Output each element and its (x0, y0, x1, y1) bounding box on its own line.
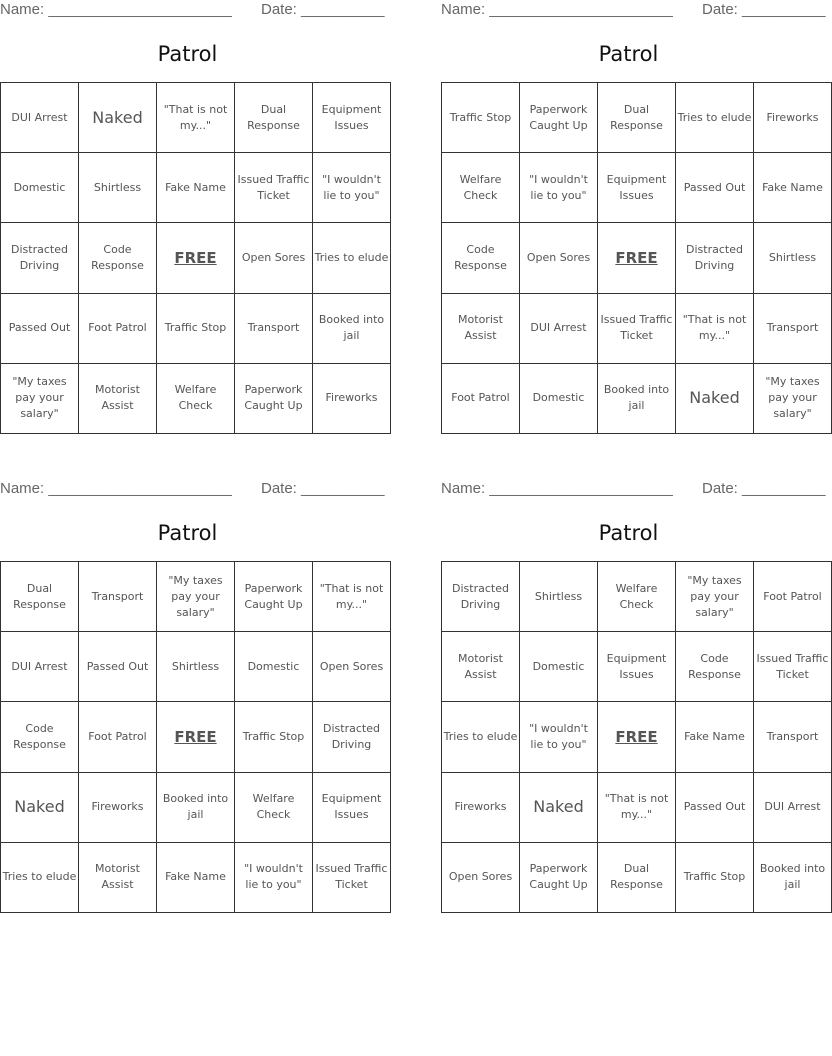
bingo-card-3 (0, 479, 388, 914)
bingo-cell: Foot Patrol (442, 363, 520, 433)
bingo-cell: Dual Response (1, 562, 79, 632)
grid-row (1, 223, 391, 293)
bingo-cell: Code Response (1, 702, 79, 772)
grid-row (442, 83, 832, 153)
free-space-cell: FREE (157, 223, 235, 293)
bingo-cell: Traffic Stop (157, 293, 235, 363)
name-field-label: Name: ______________________ (0, 1, 232, 18)
bingo-grid (441, 82, 832, 434)
bingo-card-4 (441, 479, 829, 914)
bingo-card-2 (441, 0, 826, 435)
bingo-cell: Fireworks (442, 772, 520, 842)
grid-row (1, 632, 391, 702)
card-header (0, 479, 385, 499)
bingo-cell: Transport (79, 562, 157, 632)
bingo-cell: Open Sores (235, 223, 313, 293)
bingo-cell: Passed Out (79, 632, 157, 702)
bingo-cell: Distracted Driving (1, 223, 79, 293)
name-field-label: Name: ______________________ (0, 480, 232, 497)
date-field-label: Date: __________ (702, 1, 826, 18)
grid-row (442, 772, 832, 842)
grid-row (442, 842, 832, 912)
bingo-cell: Transport (235, 293, 313, 363)
bingo-cell: Code Response (676, 632, 754, 702)
free-space-cell: FREE (598, 702, 676, 772)
bingo-cell: Foot Patrol (79, 293, 157, 363)
bingo-cell: Fireworks (313, 363, 391, 433)
bingo-cell: Equipment Issues (313, 83, 391, 153)
bingo-cell: DUI Arrest (520, 293, 598, 363)
bingo-cell: DUI Arrest (754, 772, 832, 842)
bingo-cell: Foot Patrol (754, 562, 832, 632)
bingo-cell: Issued Traffic Ticket (598, 293, 676, 363)
bingo-cell: Transport (754, 702, 832, 772)
bingo-cell: Tries to elude (442, 702, 520, 772)
bingo-cell: Tries to elude (313, 223, 391, 293)
bingo-card-1 (0, 0, 389, 435)
bingo-cell: Fake Name (157, 153, 235, 223)
bingo-cell: Shirtless (79, 153, 157, 223)
date-field-label: Date: __________ (261, 480, 385, 497)
bingo-cell: Open Sores (520, 223, 598, 293)
bingo-cell: Fake Name (157, 842, 235, 912)
bingo-cell: Open Sores (313, 632, 391, 702)
bingo-cell: Naked (520, 772, 598, 842)
grid-row (442, 632, 832, 702)
bingo-cell: Shirtless (157, 632, 235, 702)
grid-row (1, 562, 391, 632)
bingo-cell: Distracted Driving (676, 223, 754, 293)
bingo-cell: Booked into jail (157, 772, 235, 842)
bingo-cell: Distracted Driving (442, 562, 520, 632)
bingo-cell: Motorist Assist (442, 632, 520, 702)
card-title: Patrol (157, 521, 218, 545)
free-space-cell: FREE (598, 223, 676, 293)
bingo-cell: Equipment Issues (313, 772, 391, 842)
bingo-cell: Dual Response (235, 83, 313, 153)
bingo-cell: Fireworks (79, 772, 157, 842)
bingo-cell: Naked (676, 363, 754, 433)
bingo-cell: DUI Arrest (1, 83, 79, 153)
bingo-cell: Fireworks (754, 83, 832, 153)
bingo-cell: Transport (754, 293, 832, 363)
bingo-cell: Traffic Stop (235, 702, 313, 772)
bingo-cell: Domestic (520, 632, 598, 702)
bingo-cell: "My taxes pay your salary" (754, 363, 832, 433)
bingo-cell: "That is not my..." (598, 772, 676, 842)
date-field-label: Date: __________ (702, 480, 826, 497)
bingo-cell: Welfare Check (598, 562, 676, 632)
bingo-cell: "That is not my..." (157, 83, 235, 153)
date-field-label: Date: __________ (261, 1, 385, 18)
bingo-cell: Tries to elude (1, 842, 79, 912)
bingo-cell: Naked (79, 83, 157, 153)
bingo-cell: Equipment Issues (598, 632, 676, 702)
bingo-cell: Domestic (235, 632, 313, 702)
grid-row (1, 83, 391, 153)
bingo-cell: Passed Out (676, 772, 754, 842)
bingo-cell: Equipment Issues (598, 153, 676, 223)
bingo-grid (441, 561, 832, 913)
bingo-cell: Passed Out (676, 153, 754, 223)
bingo-cell: Domestic (1, 153, 79, 223)
card-header (441, 479, 826, 499)
bingo-cell: Paperwork Caught Up (235, 562, 313, 632)
bingo-cell: Dual Response (598, 83, 676, 153)
bingo-cell: Traffic Stop (676, 842, 754, 912)
grid-row (1, 772, 391, 842)
grid-row (1, 842, 391, 912)
bingo-cell: Welfare Check (157, 363, 235, 433)
bingo-cell: Paperwork Caught Up (520, 83, 598, 153)
bingo-cell: Passed Out (1, 293, 79, 363)
bingo-cell: Fake Name (676, 702, 754, 772)
bingo-cell: Open Sores (442, 842, 520, 912)
card-title: Patrol (598, 521, 659, 545)
bingo-cell: Traffic Stop (442, 83, 520, 153)
bingo-cell: Motorist Assist (442, 293, 520, 363)
bingo-cell: Dual Response (598, 842, 676, 912)
bingo-cell: Tries to elude (676, 83, 754, 153)
bingo-cell: Foot Patrol (79, 702, 157, 772)
free-space-cell: FREE (157, 702, 235, 772)
bingo-cell: Welfare Check (235, 772, 313, 842)
bingo-cell: "I wouldn't lie to you" (520, 702, 598, 772)
bingo-cell: "That is not my..." (313, 562, 391, 632)
bingo-cell: Booked into jail (313, 293, 391, 363)
bingo-cell: Naked (1, 772, 79, 842)
bingo-cell: Issued Traffic Ticket (235, 153, 313, 223)
name-field-label: Name: ______________________ (441, 1, 673, 18)
bingo-cell: Welfare Check (442, 153, 520, 223)
grid-row (442, 153, 832, 223)
card-title: Patrol (598, 42, 659, 66)
grid-row (1, 293, 391, 363)
grid-row (442, 293, 832, 363)
grid-row (1, 702, 391, 772)
bingo-grid (0, 561, 391, 913)
bingo-cell: DUI Arrest (1, 632, 79, 702)
card-title: Patrol (157, 42, 218, 66)
grid-row (442, 702, 832, 772)
bingo-cell: Booked into jail (598, 363, 676, 433)
card-header (0, 0, 385, 20)
bingo-cell: Code Response (442, 223, 520, 293)
bingo-cell: "I wouldn't lie to you" (520, 153, 598, 223)
bingo-grid (0, 82, 391, 434)
bingo-cell: "I wouldn't lie to you" (313, 153, 391, 223)
bingo-cell: Motorist Assist (79, 363, 157, 433)
bingo-cell: Motorist Assist (79, 842, 157, 912)
grid-row (1, 153, 391, 223)
bingo-cell: Shirtless (520, 562, 598, 632)
bingo-cell: "I wouldn't lie to you" (235, 842, 313, 912)
bingo-cell: Fake Name (754, 153, 832, 223)
bingo-cell: Paperwork Caught Up (520, 842, 598, 912)
bingo-cell: Issued Traffic Ticket (754, 632, 832, 702)
grid-row (1, 363, 391, 433)
card-header (441, 0, 826, 20)
bingo-cell: Domestic (520, 363, 598, 433)
grid-row (442, 562, 832, 632)
bingo-cell: "That is not my..." (676, 293, 754, 363)
bingo-cell: Distracted Driving (313, 702, 391, 772)
grid-row (442, 223, 832, 293)
bingo-cell: "My taxes pay your salary" (676, 562, 754, 632)
bingo-cell: Shirtless (754, 223, 832, 293)
grid-row (442, 363, 832, 433)
name-field-label: Name: ______________________ (441, 480, 673, 497)
bingo-cell: Code Response (79, 223, 157, 293)
bingo-cell: "My taxes pay your salary" (157, 562, 235, 632)
bingo-cell: "My taxes pay your salary" (1, 363, 79, 433)
bingo-cell: Issued Traffic Ticket (313, 842, 391, 912)
bingo-cell: Paperwork Caught Up (235, 363, 313, 433)
bingo-cell: Booked into jail (754, 842, 832, 912)
